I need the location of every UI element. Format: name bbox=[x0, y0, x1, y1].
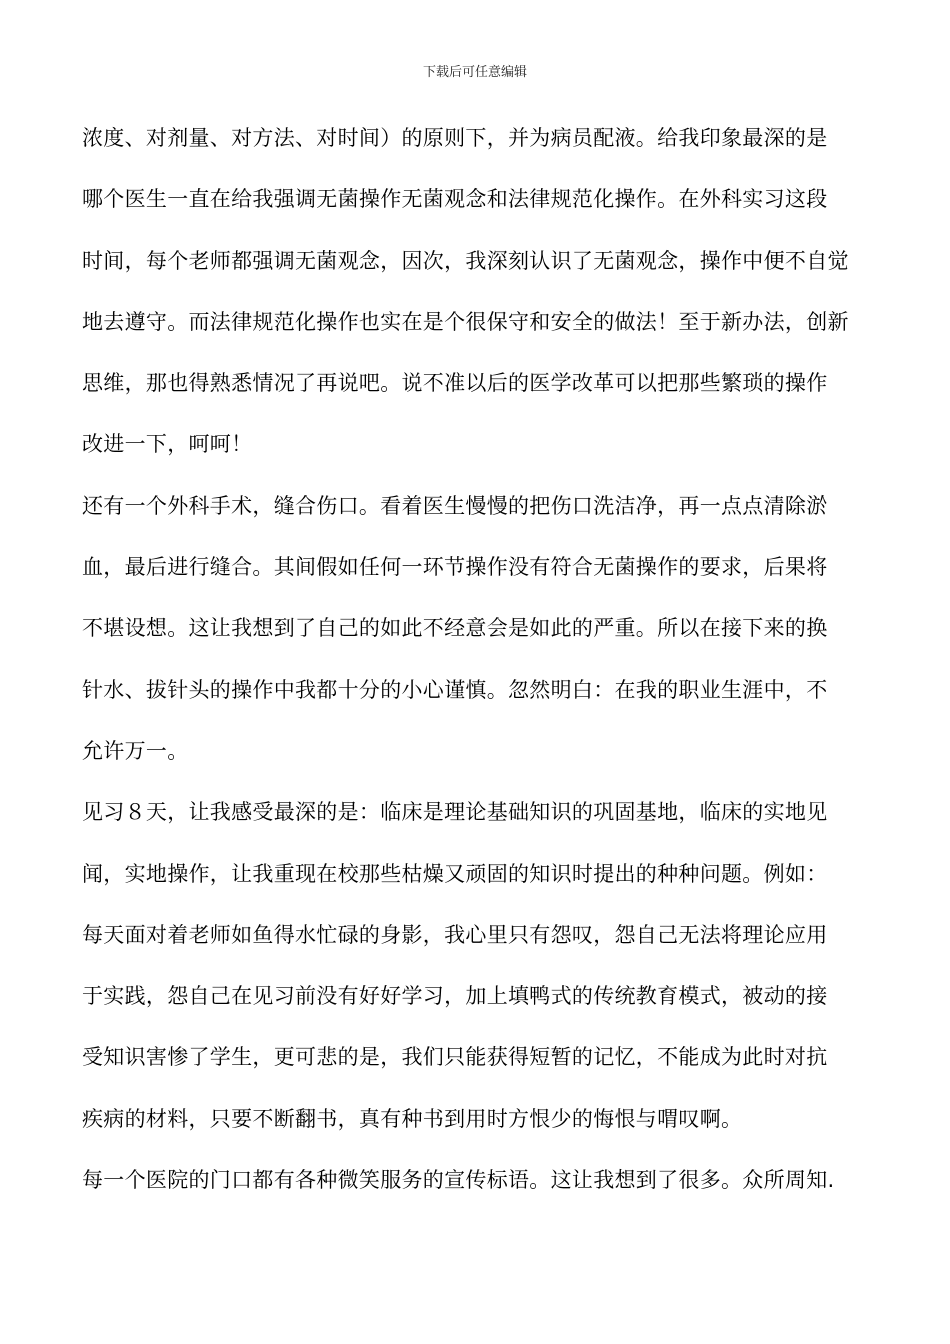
text-line: 于实践，怨自己在见习前没有好好学习，加上填鸭式的传统教育模式，被动的接 bbox=[82, 984, 828, 1009]
text-line: 允许万一。 bbox=[82, 738, 189, 763]
text-line: 浓度、对剂量、对方法、对时间）的原则下，并为病员配液。给我印象最深的是 bbox=[82, 126, 828, 150]
text-line: 闻，实地操作，让我重现在校那些枯燥又顽固的知识时提出的种种问题。例如： bbox=[82, 861, 828, 886]
text-line: 针水、拔针头的操作中我都十分的小心谨慎。忽然明白：在我的职业生涯中，不 bbox=[82, 677, 828, 702]
text-line: 见习８天，让我感受最深的是：临床是理论基础知识的巩固基地，临床的实地见 bbox=[82, 800, 828, 825]
text-line: 哪个医生一直在给我强调无菌操作无菌观念和法律规范化操作。在外科实习这段 bbox=[82, 187, 828, 212]
text-line: 每天面对着老师如鱼得水忙碌的身影，我心里只有怨叹，怨自己无法将理论应用 bbox=[82, 922, 828, 947]
header-note: 下载后可任意编辑 bbox=[422, 65, 527, 80]
text-line: 疾病的材料，只要不断翻书，真有种书到用时方恨少的悔恨与喟叹啊。 bbox=[82, 1106, 743, 1131]
body-text bbox=[82, 116, 882, 1219]
text-line: 血，最后进行缝合。其间假如任何一环节操作没有符合无菌操作的要求，后果将 bbox=[82, 555, 828, 580]
text-line: 受知识害惨了学生，更可悲的是，我们只能获得短暂的记忆，不能成为此时对抗 bbox=[82, 1045, 828, 1070]
text-line: 改进一下，呵呵！ bbox=[82, 432, 253, 457]
text-line: 每一个医院的门口都有各种微笑服务的宣传标语。这让我想到了很多。众所周知. bbox=[82, 1168, 835, 1193]
text-line: 地去遵守。而法律规范化操作也实在是个很保守和安全的做法！至于新办法，创新 bbox=[82, 309, 849, 334]
text-line: 不堪设想。这让我想到了自己的如此不经意会是如此的严重。所以在接下来的换 bbox=[82, 616, 828, 641]
text-line: 思维，那也得熟悉情况了再说吧。说不准以后的医学改革可以把那些繁琐的操作 bbox=[82, 371, 828, 396]
text-line: 还有一个外科手术，缝合伤口。看着医生慢慢的把伤口洗洁净，再一点点清除淤 bbox=[82, 493, 828, 518]
text-line: 时间，每个老师都强调无菌观念，因次，我深刻认识了无菌观念，操作中便不自觉 bbox=[82, 248, 849, 273]
